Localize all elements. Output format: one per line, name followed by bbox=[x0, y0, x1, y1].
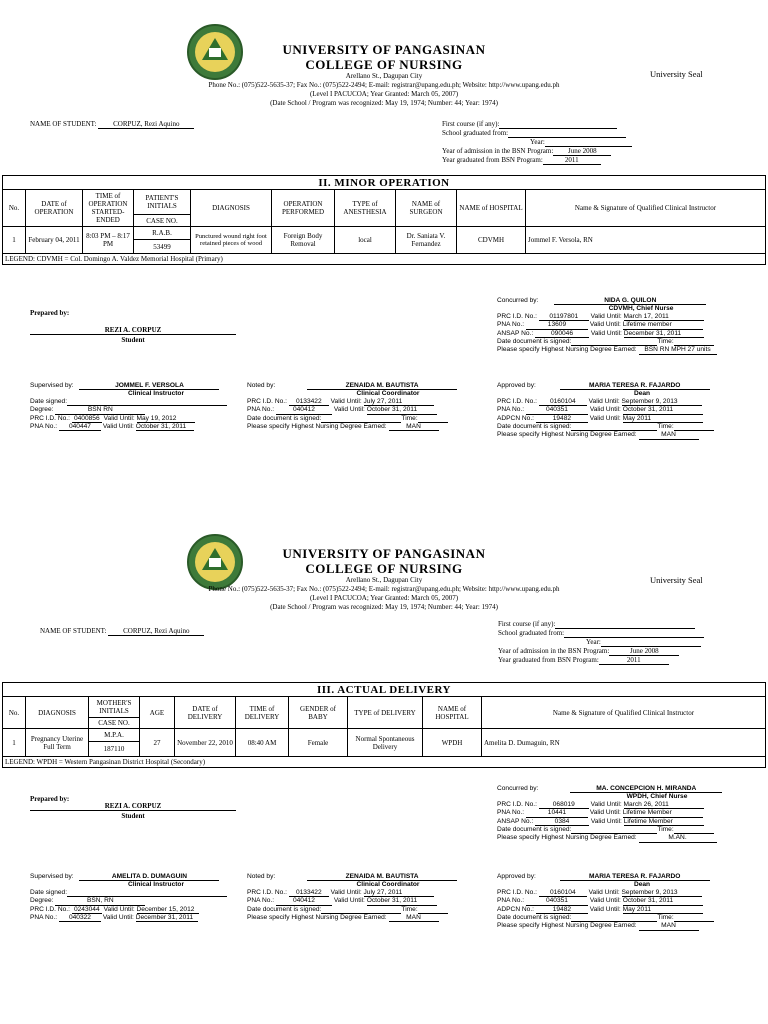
noted-role: Clinical Coordinator bbox=[356, 881, 420, 889]
approved-time-label: Time: bbox=[657, 914, 674, 922]
noted-pna-label: PNA No.: bbox=[247, 897, 275, 905]
header-time: TIME of DELIVERY bbox=[236, 697, 289, 729]
supervised-pna-label: PNA No.: bbox=[30, 423, 58, 431]
university-name: UNIVERSITY OF PANGASINAN bbox=[282, 546, 486, 561]
header-case-no: CASE NO. bbox=[89, 718, 140, 729]
approved-label: Approved by: bbox=[497, 382, 536, 389]
approved-degree: MAN bbox=[639, 431, 699, 439]
header-surgeon: NAME of SURGEON bbox=[396, 190, 457, 227]
student-name-label: NAME OF STUDENT: bbox=[30, 120, 97, 128]
noted-prc-valid-label: Valid Until: bbox=[330, 397, 362, 405]
approved-adpcn: 19482 bbox=[536, 415, 588, 423]
approved-role: Dean bbox=[633, 881, 651, 889]
legend: LEGEND: CDVMH = Col. Domingo A. Valdez Memorial Hospital (Primary) bbox=[3, 254, 766, 265]
approved-degree-label: Please specify Highest Nursing Degree Earned: bbox=[497, 922, 637, 930]
concurred-name: MA. CONCEPCION H. MIRANDA bbox=[570, 785, 722, 793]
header-age: AGE bbox=[140, 697, 175, 729]
accreditation: (Level I PACUCOA; Year Granted: March 05, 2007) bbox=[309, 90, 459, 98]
concurred-ansap: 0384 bbox=[535, 818, 589, 826]
cell-case-no: 53499 bbox=[134, 240, 191, 254]
approved-pna-label: PNA No.: bbox=[497, 406, 525, 414]
contact-info: Phone No.: (075)522-5635-37; Fax No.: (075)522-2494; E-mail: registrar@upang.edu.ph; Website: http://www.upang.edu.ph bbox=[208, 585, 560, 593]
supervised-prc-valid-label: Valid Until: bbox=[103, 905, 135, 913]
supervised-name: JOMMEL F. VERSOLA bbox=[79, 382, 219, 390]
prepared-by-label: Prepared by: bbox=[30, 309, 70, 317]
header-instructor: Name & Signature of Qualified Clinical Instructor bbox=[482, 697, 766, 729]
approved-degree: MAN bbox=[639, 922, 699, 930]
concurred-pna-label: PNA No.: bbox=[497, 321, 525, 329]
student-name-row bbox=[40, 627, 204, 636]
course-info bbox=[442, 120, 642, 165]
approved-adpcn-valid-label: Valid Until: bbox=[589, 414, 621, 422]
header-mother-initials: MOTHER'S INITIALS bbox=[89, 697, 140, 718]
approved-block bbox=[497, 382, 737, 440]
noted-time-label: Time: bbox=[401, 905, 418, 913]
header-instructor: Name & Signature of Qualified Clinical Instructor bbox=[526, 190, 766, 227]
supervised-prc-valid: December 15, 2012 bbox=[137, 906, 199, 914]
header-time: TIME of OPERATION STARTED-ENDED bbox=[83, 190, 134, 227]
cell-hospital: WPDH bbox=[423, 729, 482, 757]
concurred-prc: 01197801 bbox=[539, 313, 589, 321]
approved-prc: 0160104 bbox=[539, 398, 587, 406]
concurred-block bbox=[497, 785, 757, 843]
cell-gender: Female bbox=[289, 729, 348, 757]
concurred-prc-valid-label: Valid Until: bbox=[590, 312, 622, 320]
concurred-prc-label: PRC I.D. No.: bbox=[497, 800, 537, 808]
approved-pna: 040351 bbox=[526, 406, 588, 414]
cell-diagnosis: Punctured wound right foot retained pieces of wood bbox=[191, 227, 272, 254]
noted-prc-label: PRC I.D. No.: bbox=[247, 397, 287, 405]
cell-diagnosis: Pregnancy Uterine Full Term bbox=[26, 729, 89, 757]
concurred-pna-label: PNA No.: bbox=[497, 809, 525, 817]
concurred-ansap-label: ANSAP No.: bbox=[497, 329, 534, 337]
concurred-prc-label: PRC I.D. No.: bbox=[497, 312, 537, 320]
concurred-ansap: 090046 bbox=[535, 330, 589, 338]
header-anesthesia: TYPE of ANESTHESIA bbox=[335, 190, 396, 227]
concurred-label: Concurred by: bbox=[497, 785, 539, 792]
supervised-prc-valid-label: Valid Until: bbox=[103, 414, 135, 422]
noted-prc: 0133422 bbox=[289, 398, 329, 406]
supervised-pna-valid-label: Valid Until: bbox=[102, 423, 134, 431]
year-admission-label: Year of admission in the BSN Program: bbox=[442, 147, 554, 155]
prepared-role: Student bbox=[121, 812, 145, 820]
year-graduated-value: 2011 bbox=[599, 656, 669, 665]
noted-pna-valid: October 31, 2011 bbox=[367, 897, 437, 905]
cell-type: Normal Spontaneous Delivery bbox=[348, 729, 423, 757]
approved-prc-label: PRC I.D. No.: bbox=[497, 397, 537, 405]
concurred-pna-valid: Lifetime member bbox=[623, 321, 703, 329]
student-name-value: CORPUZ, Rezi Aquino bbox=[98, 120, 194, 129]
cell-surgeon: Dr. Saniata V. Fernandez bbox=[396, 227, 457, 254]
concurred-ansap-valid: Lifetime Member bbox=[624, 818, 704, 826]
supervised-degree: BSN RN bbox=[55, 406, 145, 414]
student-name-label: NAME OF STUDENT: bbox=[40, 627, 107, 635]
concurred-ansap-valid-label: Valid Until: bbox=[590, 329, 622, 337]
legend: LEGEND: WPDH = Western Pangasinan District Hospital (Secondary) bbox=[3, 757, 766, 768]
prepared-name: REZI A. CORPUZ bbox=[30, 802, 236, 811]
concurred-time-label: Time: bbox=[657, 826, 674, 834]
approved-pna-valid-label: Valid Until: bbox=[589, 897, 621, 905]
approved-adpcn-label: ADPCN No.: bbox=[497, 905, 535, 913]
approved-adpcn-valid: May 2011 bbox=[623, 415, 703, 423]
cell-case-no: 187110 bbox=[89, 742, 140, 757]
year-label: Year: bbox=[530, 138, 545, 146]
header-no: No. bbox=[3, 697, 26, 729]
minor-operation-table bbox=[2, 175, 766, 265]
approved-role: Dean bbox=[633, 390, 651, 398]
supervised-role: Clinical Instructor bbox=[127, 390, 185, 398]
approved-adpcn-label: ADPCN No.: bbox=[497, 414, 535, 422]
noted-pna-valid-label: Valid Until: bbox=[333, 406, 365, 414]
noted-degree-label: Please specify Highest Nursing Degree Earned: bbox=[247, 914, 387, 922]
accreditation: (Level I PACUCOA; Year Granted: March 05, 2007) bbox=[309, 594, 459, 602]
noted-role: Clinical Coordinator bbox=[356, 390, 420, 398]
approved-pna: 040351 bbox=[526, 897, 588, 905]
year-graduated-value: 2011 bbox=[543, 156, 601, 165]
supervised-pna-valid: October 31, 2011 bbox=[136, 423, 194, 431]
supervised-block bbox=[30, 382, 240, 431]
concurred-pna: 13609 bbox=[526, 321, 588, 329]
concurred-prc-valid: March 26, 2011 bbox=[624, 801, 704, 809]
approved-adpcn-valid-label: Valid Until: bbox=[589, 905, 621, 913]
noted-degree: MAN bbox=[389, 423, 439, 431]
concurred-pna-valid: Lifetime Member bbox=[623, 809, 703, 817]
supervised-pna-valid: December 31, 2011 bbox=[136, 914, 198, 922]
noted-prc-valid-label: Valid Until: bbox=[330, 888, 362, 896]
header-diagnosis: DIAGNOSIS bbox=[26, 697, 89, 729]
noted-label: Noted by: bbox=[247, 382, 276, 389]
approved-prc-valid-label: Valid Until: bbox=[588, 397, 620, 405]
cell-instructor: Amelita D. Dumaguin, RN bbox=[482, 729, 766, 757]
college-name: COLLEGE OF NURSING bbox=[305, 57, 463, 72]
cell-no: 1 bbox=[3, 227, 26, 254]
approved-prc: 0160104 bbox=[539, 889, 587, 897]
approved-adpcn-valid: May 2011 bbox=[623, 906, 703, 914]
cell-instructor: Jommel F. Versola, RN bbox=[526, 227, 766, 254]
year-graduated-label: Year graduated from BSN Program: bbox=[498, 656, 599, 664]
noted-name: ZENAIDA M. BAUTISTA bbox=[307, 873, 457, 881]
cell-initials: M.P.A. bbox=[89, 729, 140, 742]
year-admission-label: Year of admission in the BSN Program: bbox=[498, 647, 610, 655]
cell-operation: Foreign Body Removal bbox=[272, 227, 335, 254]
supervised-date-label: Date signed: bbox=[30, 888, 68, 896]
concurred-prc-valid: March 17, 2011 bbox=[624, 313, 704, 321]
section-title: II. MINOR OPERATION bbox=[3, 176, 766, 190]
noted-prc-valid: July 27, 2011 bbox=[364, 398, 434, 406]
approved-name: MARIA TERESA R. FAJARDO bbox=[560, 382, 710, 390]
header-hospital: NAME of HOSPITAL bbox=[457, 190, 526, 227]
prepared-role: Student bbox=[121, 336, 145, 344]
supervised-pna: 040322 bbox=[59, 914, 101, 922]
school-grad-label: School graduated from: bbox=[498, 629, 565, 637]
approved-degree-label: Please specify Highest Nursing Degree Earned: bbox=[497, 431, 637, 439]
concurred-label: Concurred by: bbox=[497, 297, 539, 304]
approved-pna-valid: October 31, 2011 bbox=[623, 406, 703, 414]
concurred-ansap-label: ANSAP No.: bbox=[497, 817, 534, 825]
supervised-prc: 0400856 bbox=[72, 415, 102, 423]
approved-prc-valid-label: Valid Until: bbox=[588, 888, 620, 896]
cell-anesthesia: local bbox=[335, 227, 396, 254]
approved-name: MARIA TERESA R. FAJARDO bbox=[560, 873, 710, 881]
approved-pna-label: PNA No.: bbox=[497, 897, 525, 905]
supervised-date-label: Date signed: bbox=[30, 397, 68, 405]
supervised-pna-valid-label: Valid Until: bbox=[102, 914, 134, 922]
header-gender: GENDER of BABY bbox=[289, 697, 348, 729]
header-diagnosis: DIAGNOSIS bbox=[191, 190, 272, 227]
header-operation: OPERATION PERFORMED bbox=[272, 190, 335, 227]
actual-delivery-table bbox=[2, 682, 766, 768]
course-info bbox=[498, 620, 718, 665]
year-graduated-label: Year graduated from BSN Program: bbox=[442, 156, 543, 164]
supervised-prc-valid: May 19, 2012 bbox=[137, 415, 195, 423]
section-title: III. ACTUAL DELIVERY bbox=[3, 683, 766, 697]
approved-prc-valid: September 9, 2013 bbox=[622, 889, 702, 897]
supervised-label: Supervised by: bbox=[30, 873, 74, 880]
noted-prc: 0133422 bbox=[289, 889, 329, 897]
prepared-by-label: Prepared by: bbox=[30, 795, 70, 803]
noted-time-label: Time: bbox=[401, 414, 418, 422]
supervised-prc: 0243044 bbox=[72, 906, 102, 914]
approved-prc-label: PRC I.D. No.: bbox=[497, 888, 537, 896]
prepared-name: REZI A. CORPUZ bbox=[30, 326, 236, 335]
recognition: (Date School / Program was recognized: May 19, 1974; Number: 44; Year: 1974) bbox=[270, 99, 498, 107]
concurred-pna-valid-label: Valid Until: bbox=[589, 321, 621, 329]
cell-date: November 22, 2010 bbox=[175, 729, 236, 757]
contact-info: Phone No.: (075)522-5635-37; Fax No.: (075)522-2494; E-mail: registrar@upang.edu.ph; Website: http://www.upang.edu.ph bbox=[208, 81, 560, 89]
concurred-pna: 10441 bbox=[526, 809, 588, 817]
noted-date-label: Date document is signed: bbox=[247, 905, 322, 913]
header-hospital: NAME of HOSPITAL bbox=[423, 697, 482, 729]
approved-prc-valid: September 9, 2013 bbox=[622, 398, 702, 406]
supervised-prc-label: PRC I.D. No.: bbox=[30, 905, 70, 913]
concurred-name: NIDA G. QUILON bbox=[554, 297, 706, 305]
approved-adpcn: 19482 bbox=[536, 906, 588, 914]
header-date: DATE of DELIVERY bbox=[175, 697, 236, 729]
concurred-role: CDVMH, Chief Nurse bbox=[608, 305, 674, 313]
supervised-degree-label: Degree: bbox=[30, 897, 54, 905]
header-case-no: CASE NO. bbox=[134, 215, 191, 227]
cell-date: February 04, 2011 bbox=[26, 227, 83, 254]
noted-label: Noted by: bbox=[247, 873, 276, 880]
year-admission-value: June 2008 bbox=[553, 147, 611, 156]
noted-degree-label: Please specify Highest Nursing Degree Earned: bbox=[247, 423, 387, 431]
header-date: DATE of OPERATION bbox=[26, 190, 83, 227]
header-patient-initials: PATIENT'S INITIALS bbox=[134, 190, 191, 215]
supervised-name: AMELITA D. DUMAGUIN bbox=[79, 873, 219, 881]
concurred-prc: 068019 bbox=[539, 801, 589, 809]
concurred-block bbox=[497, 297, 737, 355]
noted-pna: 040412 bbox=[276, 406, 332, 414]
form-minor-operation bbox=[0, 0, 768, 500]
cell-hospital: CDVMH bbox=[457, 227, 526, 254]
approved-pna-valid-label: Valid Until: bbox=[589, 406, 621, 414]
supervised-label: Supervised by: bbox=[30, 382, 74, 389]
student-name-value: CORPUZ, Rezi Aquino bbox=[108, 627, 204, 636]
concurred-date-label: Date document is signed: bbox=[497, 338, 572, 346]
supervised-degree-label: Degree: bbox=[30, 406, 54, 414]
concurred-degree-label: Please specify Highest Nursing Degree Earned: bbox=[497, 346, 637, 354]
header-type: TYPE of DELIVERY bbox=[348, 697, 423, 729]
supervised-role: Clinical Instructor bbox=[127, 881, 185, 889]
concurred-degree: M.AN. bbox=[639, 834, 717, 842]
concurred-time-label: Time: bbox=[657, 338, 674, 346]
supervised-block bbox=[30, 873, 240, 922]
header-no: No. bbox=[3, 190, 26, 227]
concurred-date-label: Date document is signed: bbox=[497, 826, 572, 834]
noted-degree: MAN bbox=[389, 914, 439, 922]
student-name-row bbox=[30, 120, 194, 129]
approved-date-label: Date document is signed: bbox=[497, 914, 572, 922]
cell-age: 27 bbox=[140, 729, 175, 757]
concurred-degree: BSN RN MPH 27 units bbox=[639, 346, 717, 354]
concurred-pna-valid-label: Valid Until: bbox=[589, 809, 621, 817]
seal-label: University Seal bbox=[650, 575, 703, 585]
noted-pna: 040412 bbox=[276, 897, 332, 905]
noted-pna-valid-label: Valid Until: bbox=[333, 897, 365, 905]
year-label: Year: bbox=[586, 638, 601, 646]
first-course-label: First course (if any): bbox=[442, 120, 500, 128]
approved-time-label: Time: bbox=[657, 423, 674, 431]
cell-initials: R.A.B. bbox=[134, 227, 191, 240]
noted-pna-label: PNA No.: bbox=[247, 406, 275, 414]
supervised-prc-label: PRC I.D. No.: bbox=[30, 414, 70, 422]
concurred-prc-valid-label: Valid Until: bbox=[590, 800, 622, 808]
concurred-ansap-valid: December 31, 2011 bbox=[624, 330, 704, 338]
noted-pna-valid: October 31, 2011 bbox=[367, 406, 437, 414]
year-admission-value: June 2008 bbox=[609, 647, 679, 656]
college-name: COLLEGE OF NURSING bbox=[305, 561, 463, 576]
cell-time: 08:40 AM bbox=[236, 729, 289, 757]
address: Arellano St., Dagupan City bbox=[345, 72, 423, 80]
address: Arellano St., Dagupan City bbox=[345, 576, 423, 584]
concurred-ansap-valid-label: Valid Until: bbox=[590, 817, 622, 825]
cell-no: 1 bbox=[3, 729, 26, 757]
school-grad-label: School graduated from: bbox=[442, 129, 509, 137]
approved-block bbox=[497, 873, 737, 931]
approved-date-label: Date document is signed: bbox=[497, 423, 572, 431]
form-actual-delivery bbox=[0, 510, 768, 1010]
concurred-degree-label: Please specify Highest Nursing Degree Earned: bbox=[497, 834, 637, 842]
noted-prc-valid: July 27, 2011 bbox=[364, 889, 434, 897]
university-name: UNIVERSITY OF PANGASINAN bbox=[282, 42, 486, 57]
noted-prc-label: PRC I.D. No.: bbox=[247, 888, 287, 896]
approved-label: Approved by: bbox=[497, 873, 536, 880]
concurred-role: WPDH, Chief Nurse bbox=[626, 793, 688, 801]
recognition: (Date School / Program was recognized: May 19, 1974; Number: 44; Year: 1974) bbox=[270, 603, 498, 611]
approved-pna-valid: October 31, 2011 bbox=[623, 897, 703, 905]
supervised-pna: 040447 bbox=[59, 423, 101, 431]
seal-label: University Seal bbox=[650, 69, 703, 79]
noted-name: ZENAIDA M. BAUTISTA bbox=[307, 382, 457, 390]
first-course-label: First course (if any): bbox=[498, 620, 556, 628]
noted-date-label: Date document is signed: bbox=[247, 414, 322, 422]
noted-block bbox=[247, 382, 487, 431]
cell-time: 8:03 PM – 8:17 PM bbox=[83, 227, 134, 254]
supervised-pna-label: PNA No.: bbox=[30, 914, 58, 922]
supervised-degree: BSN, RN bbox=[55, 897, 145, 905]
noted-block bbox=[247, 873, 487, 922]
